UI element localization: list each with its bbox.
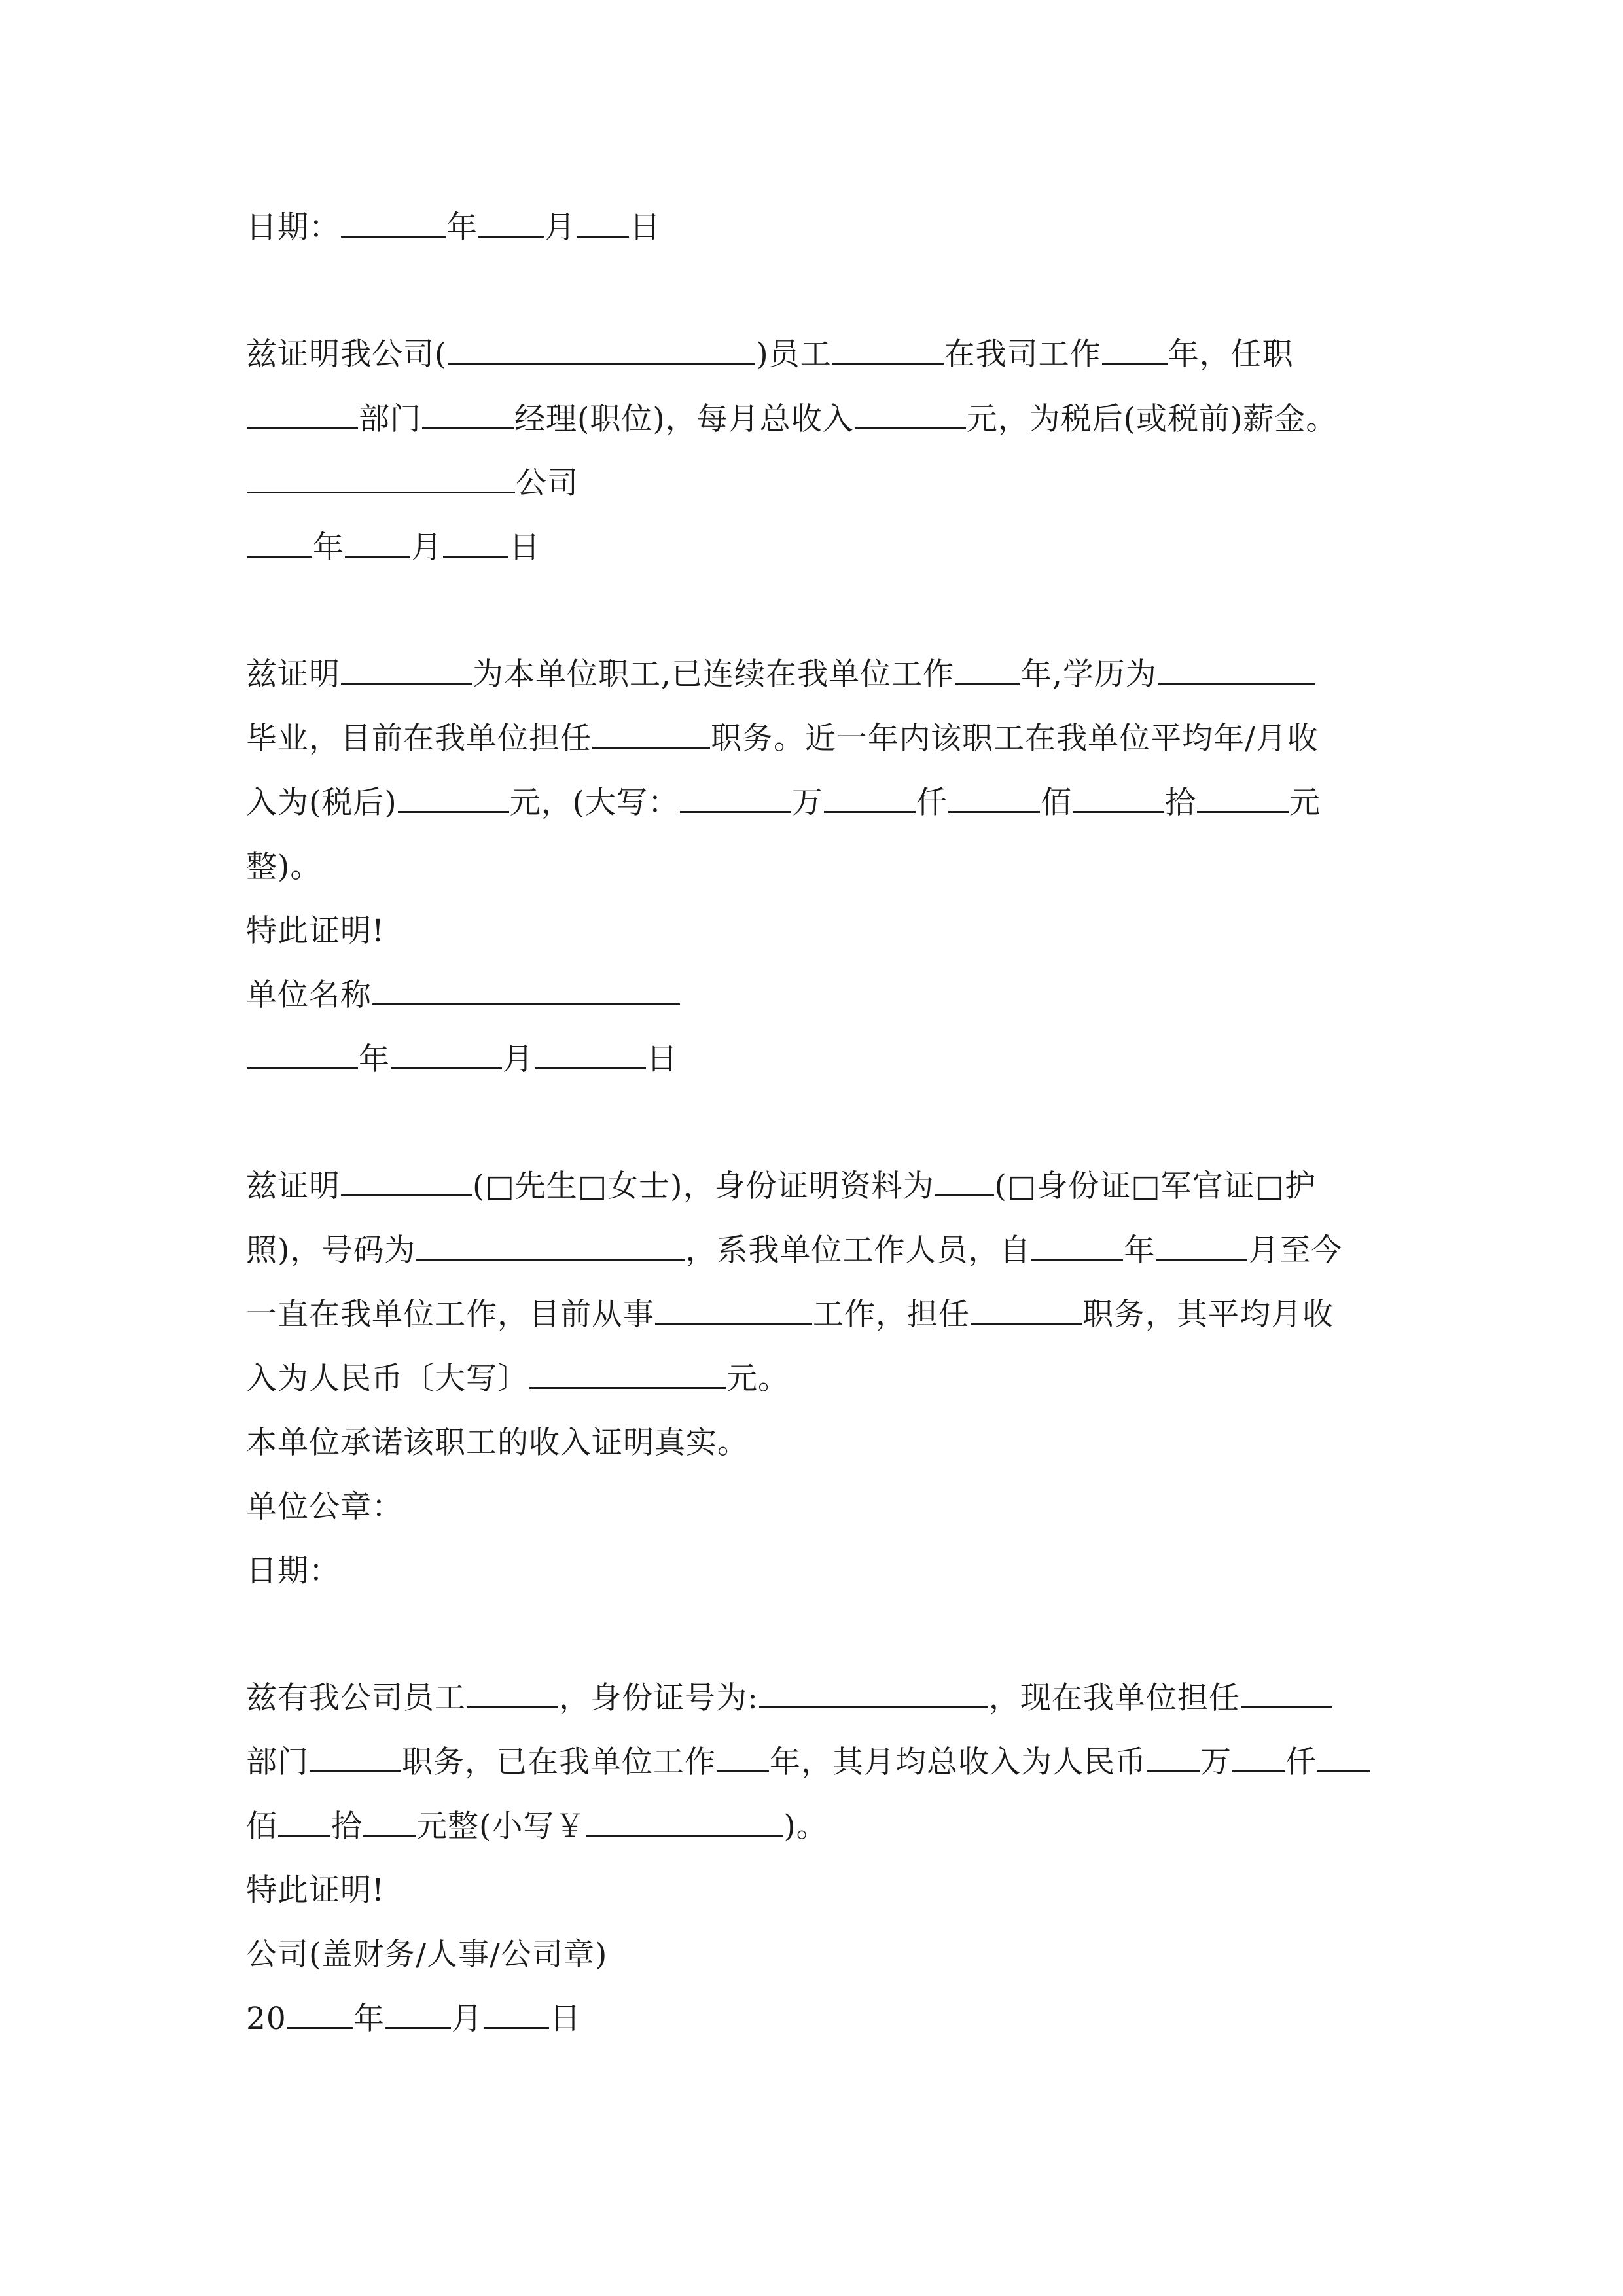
- blank: [478, 209, 544, 238]
- s3-line1: [246, 653, 1315, 696]
- blank: [345, 529, 410, 558]
- s3-line6: [246, 974, 681, 1017]
- text: 入为人民币〔大写〕: [246, 1361, 529, 1397]
- blank: [1158, 656, 1315, 685]
- text: 职务。近一年内该职工在我单位平均年/月收: [711, 721, 1319, 757]
- s5-line3: [246, 1805, 828, 1848]
- blank: [759, 1680, 988, 1708]
- text: 整)。: [246, 849, 322, 885]
- blank: [971, 1297, 1082, 1325]
- text: 月: [503, 1041, 534, 1077]
- text: 兹证明我公司(: [246, 336, 448, 372]
- text: 职务，已在我单位工作: [402, 1744, 716, 1780]
- s1-date-line: [246, 206, 661, 249]
- s2-line1: [246, 333, 1294, 376]
- text: (□先生□女士)，身份证明资料为: [473, 1168, 935, 1204]
- text: 日: [647, 1041, 678, 1077]
- s4-line1: [246, 1165, 1316, 1208]
- text: ，身份证号为:: [559, 1680, 758, 1716]
- text: 特此证明!: [246, 1873, 385, 1909]
- text: 元，为税后(或税前)薪金。: [966, 401, 1338, 437]
- text: 元，(大写：: [509, 785, 680, 821]
- blank: [247, 465, 515, 493]
- text: 本单位承诺该职工的收入证明真实。: [246, 1425, 749, 1461]
- blank: [577, 209, 629, 238]
- text: 一直在我单位工作，目前从事: [246, 1297, 654, 1333]
- s5-line5: [246, 1933, 607, 1977]
- text: ，系我单位工作人员，自: [685, 1232, 1031, 1268]
- s5-line4: [246, 1869, 385, 1912]
- s4-line3: [246, 1293, 1334, 1336]
- text: 年: [1124, 1232, 1156, 1268]
- s3-line5: [246, 910, 385, 953]
- s4-line5: [246, 1422, 749, 1465]
- s2-line2: [246, 398, 1337, 441]
- blank: [484, 2001, 549, 2029]
- text: 年: [446, 209, 478, 245]
- s4-line7: [246, 1550, 340, 1593]
- text: 兹有我公司员工: [246, 1680, 466, 1716]
- text: 单位名称: [246, 977, 372, 1013]
- s3-line2: [246, 717, 1319, 761]
- blank: [310, 1744, 401, 1772]
- text: 佰: [246, 1808, 277, 1844]
- text: 部门: [246, 1744, 309, 1780]
- blank: [1232, 1744, 1285, 1772]
- blank: [955, 656, 1020, 685]
- blank: [448, 336, 755, 365]
- blank: [935, 1168, 994, 1196]
- blank: [535, 1041, 646, 1069]
- s4-line4: [246, 1357, 789, 1401]
- text: 年: [353, 2001, 385, 2037]
- blank: [372, 977, 680, 1005]
- blank: [586, 1808, 783, 1837]
- s5-line6: [246, 1998, 581, 2041]
- blank: [855, 401, 966, 429]
- blank: [592, 721, 710, 749]
- blank: [391, 1041, 502, 1069]
- text: 年: [313, 529, 344, 565]
- blank: [717, 1744, 769, 1772]
- text: 兹证明: [246, 1168, 340, 1204]
- blank: [1102, 336, 1168, 365]
- text: 元整(小写￥: [416, 1808, 586, 1844]
- s4-line2: [246, 1229, 1342, 1272]
- text: 拾: [1165, 785, 1197, 821]
- text: 日: [630, 209, 661, 245]
- text: 日期：: [246, 209, 340, 245]
- blank: [287, 2001, 353, 2029]
- text: 年: [359, 1041, 390, 1077]
- text: 日期：: [246, 1553, 340, 1589]
- blank: [832, 336, 944, 365]
- blank: [1031, 1232, 1123, 1261]
- text: 月: [544, 209, 576, 245]
- blank: [1156, 1232, 1247, 1261]
- text: 毕业，目前在我单位担任: [246, 721, 592, 757]
- text: 万: [1200, 1744, 1232, 1780]
- blank: [385, 2001, 451, 2029]
- text: 万: [792, 785, 824, 821]
- blank: [443, 529, 508, 558]
- s3-line3: [246, 781, 1321, 825]
- text: 月: [451, 2001, 483, 2037]
- blank: [1317, 1744, 1370, 1772]
- text: 公司(盖财务/人事/公司章): [246, 1937, 608, 1973]
- text: 职务，其平均月收: [1082, 1297, 1334, 1333]
- blank: [422, 401, 514, 429]
- blank: [1073, 785, 1164, 813]
- text: (□身份证□军官证□护: [994, 1168, 1317, 1204]
- s2-line3: [246, 462, 579, 505]
- text: 经理(职位)，每月总收入: [514, 401, 854, 437]
- text: 仟: [1285, 1744, 1317, 1780]
- blank: [363, 1808, 416, 1837]
- text: 入为(税后): [246, 785, 397, 821]
- s5-line1: [246, 1677, 1333, 1720]
- blank: [341, 209, 446, 238]
- blank: [247, 529, 312, 558]
- blank: [529, 1361, 726, 1389]
- text: 日: [509, 529, 541, 565]
- text: 月: [411, 529, 442, 565]
- text: 特此证明!: [246, 913, 385, 949]
- text: )。: [783, 1808, 828, 1844]
- text: 兹证明: [246, 656, 340, 692]
- blank: [1147, 1744, 1200, 1772]
- blank: [416, 1232, 685, 1261]
- blank: [247, 401, 358, 429]
- blank: [680, 785, 791, 813]
- text: 仟: [916, 785, 948, 821]
- text: 年,学历为: [1020, 656, 1157, 692]
- s2-line4: [246, 526, 541, 569]
- text: 月至今: [1248, 1232, 1343, 1268]
- text: 年，其月均总收入为人民币: [770, 1744, 1147, 1780]
- s3-line7: [246, 1038, 678, 1081]
- s3-line4: [246, 846, 321, 889]
- text: 在我司工作: [944, 336, 1101, 372]
- blank: [467, 1680, 558, 1708]
- blank: [398, 785, 509, 813]
- blank: [278, 1808, 330, 1837]
- text: 工作，担任: [813, 1297, 970, 1333]
- blank: [655, 1297, 812, 1325]
- blank: [1197, 785, 1289, 813]
- text: 部门: [359, 401, 421, 437]
- text: 元: [1289, 785, 1321, 821]
- blank: [1241, 1680, 1332, 1708]
- blank: [247, 1041, 358, 1069]
- text: ，现在我单位担任: [988, 1680, 1240, 1716]
- text: 日: [549, 2001, 581, 2037]
- text: 佰: [1041, 785, 1073, 821]
- text: 元。: [726, 1361, 789, 1397]
- s4-line6: [246, 1486, 403, 1529]
- text: 20: [246, 2001, 287, 2037]
- text: 公司: [516, 465, 579, 501]
- text: 照)，号码为: [246, 1232, 416, 1268]
- blank: [341, 656, 472, 685]
- text: 为本单位职工,已连续在我单位工作: [473, 656, 954, 692]
- text: 拾: [331, 1808, 363, 1844]
- blank: [948, 785, 1040, 813]
- blank: [824, 785, 916, 813]
- text: )员工: [756, 336, 832, 372]
- text: 单位公章：: [246, 1489, 403, 1525]
- blank: [341, 1168, 472, 1196]
- text: 年，任职: [1168, 336, 1294, 372]
- s5-line2: [246, 1741, 1370, 1784]
